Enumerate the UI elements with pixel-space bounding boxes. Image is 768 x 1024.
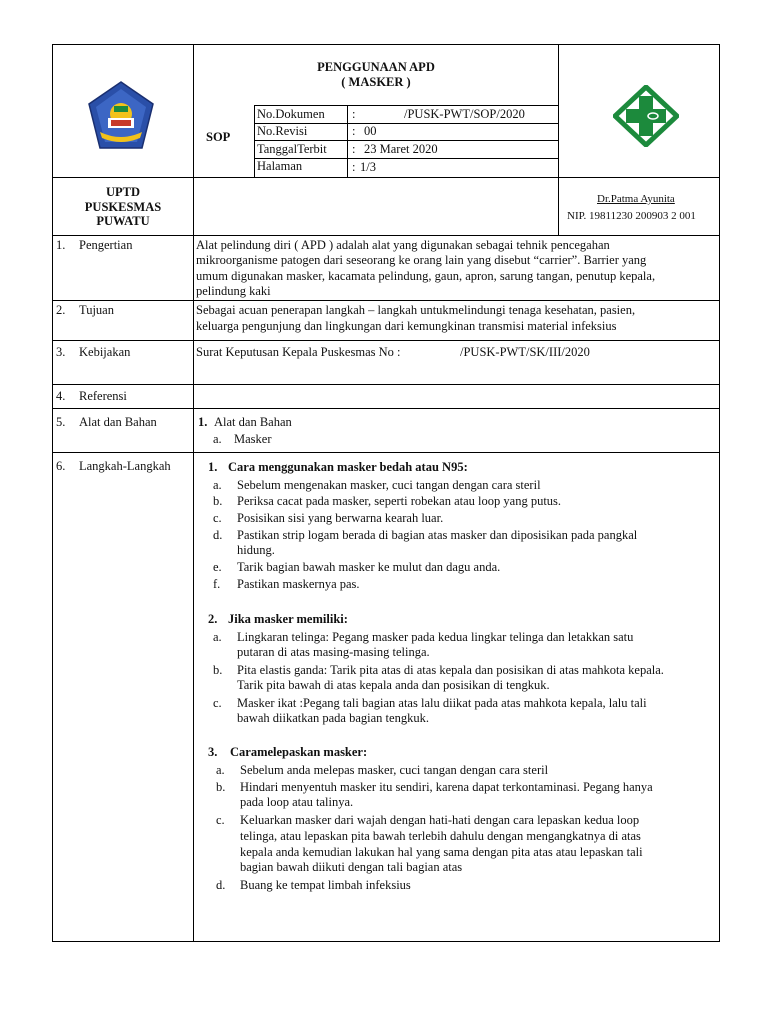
item-letter: e.	[213, 560, 222, 574]
item-text: Hindari menyentuh masker itu sendiri, karena dapat terkontaminasi. Pegang hanya	[240, 780, 653, 794]
meta-colon: :	[352, 160, 356, 174]
item-text: bawah diikatkan pada bagian tengkuk.	[237, 711, 429, 725]
alat-sub-text: Masker	[234, 432, 272, 446]
row-label-referensi: Referensi	[79, 389, 127, 403]
sop-label: SOP	[206, 130, 231, 144]
item-text: telinga, atau lepaskan pita bawah terlebih dahulu dengan mengangkatnya di atas	[240, 829, 641, 843]
kebijakan-ref: /PUSK-PWT/SK/III/2020	[460, 345, 590, 359]
item-text: Sebelum mengenakan masker, cuci tangan dengan cara steril	[237, 478, 541, 492]
meta-label-tanggal-terbit: TanggalTerbit	[257, 142, 327, 156]
row-label-langkah: Langkah-Langkah	[79, 459, 171, 473]
alat-item-label: Alat dan Bahan	[214, 415, 292, 429]
item-letter: b.	[216, 780, 226, 794]
org-name-line3: PUWATU	[96, 214, 150, 228]
org-name-line2: PUSKESMAS	[84, 200, 162, 214]
item-text: Masker ikat :Pegang tali bagian atas lalu diikat pada atas mahkota kepala, lalu tali	[237, 696, 647, 710]
item-text: Pastikan strip logam berada di bagian atas masker dan diposisikan pada pangkal	[237, 528, 638, 542]
item-letter: c.	[213, 696, 222, 710]
alat-sub-letter: a.	[213, 432, 222, 446]
item-letter: a.	[213, 478, 222, 492]
row-number: 4.	[56, 389, 66, 403]
puskesmas-logo-icon	[613, 85, 679, 147]
row-label-alat-bahan: Alat dan Bahan	[79, 415, 157, 429]
item-letter: a.	[213, 630, 222, 644]
item-letter: d.	[213, 528, 223, 542]
row-label-pengertian: Pengertian	[79, 238, 133, 252]
item-text: pada loop atau talinya.	[240, 795, 354, 809]
item-text: putaran di atas masing-masing telinga.	[237, 645, 430, 659]
item-letter: f.	[213, 577, 221, 591]
item-text: Tarik bagian bawah masker ke mulut dan dagu anda.	[237, 560, 501, 574]
org-name-line1: UPTD	[105, 185, 141, 199]
item-text: Tarik pita bawah di atas kepala anda dan posisikan di tengkuk.	[237, 678, 550, 692]
row-label-tujuan: Tujuan	[79, 303, 114, 317]
row-label-kebijakan: Kebijakan	[79, 345, 131, 359]
document-title-line2: ( MASKER )	[341, 75, 411, 89]
meta-colon: :	[352, 142, 356, 156]
item-letter: c.	[216, 813, 225, 827]
meta-value-halaman: 1/3	[360, 160, 376, 174]
meta-label-no-revisi: No.Revisi	[257, 124, 308, 138]
meta-value-no-revisi: 00	[364, 124, 377, 138]
meta-value-no-dokumen: /PUSK-PWT/SOP/2020	[404, 107, 525, 121]
item-text: bagian bawah diikuti dengan tali bagian atas	[240, 860, 463, 874]
item-letter: d.	[216, 878, 226, 892]
item-letter: c.	[213, 511, 222, 525]
meta-colon: :	[352, 107, 356, 121]
item-text: Sebelum anda melepas masker, cuci tangan dengan cara steril	[240, 763, 549, 777]
group-title: Caramelepaskan masker:	[230, 745, 368, 759]
item-text: Pastikan maskernya pas.	[237, 577, 360, 591]
row-number: 3.	[56, 345, 66, 359]
meta-value-tanggal-terbit: 23 Maret 2020	[364, 142, 438, 156]
item-letter: a.	[216, 763, 225, 777]
item-text: Keluarkan masker dari wajah dengan hati-hati dengan cara lepaskan kedua loop	[240, 813, 640, 827]
meta-label-no-dokumen: No.Dokumen	[257, 107, 325, 121]
item-letter: b.	[213, 663, 223, 677]
row-number: 6.	[56, 459, 66, 473]
item-text: Periksa cacat pada masker, seperti robekan atau loop yang putus.	[237, 494, 562, 508]
region-emblem-icon	[86, 80, 156, 152]
item-text: Posisikan sisi yang berwarna kearah luar.	[237, 511, 444, 525]
signer-name: Dr.Patma Ayunita	[597, 193, 675, 205]
item-letter: b.	[213, 494, 223, 508]
item-text: Lingkaran telinga: Pegang masker pada kedua lingkar telinga dan letakkan satu	[237, 630, 634, 644]
kebijakan-text: Surat Keputusan Kepala Puskesmas No :	[196, 345, 401, 359]
row-number: 2.	[56, 303, 66, 317]
item-text: Pita elastis ganda: Tarik pita atas di atas kepala dan posisikan di atas mahkota kepala.	[237, 663, 664, 677]
meta-label-halaman: Halaman	[257, 159, 303, 173]
group-title: Cara menggunakan masker bedah atau N95:	[228, 460, 468, 474]
row-number: 5.	[56, 415, 66, 429]
group-title: Jika masker memiliki:	[228, 612, 348, 626]
document-title-line1: PENGGUNAAN APD	[317, 60, 435, 74]
item-text: kepala anda kemudian lakukan hal yang sama dengan pita atas atau lepaskan tali	[240, 845, 643, 859]
alat-item-number: 1.	[198, 415, 208, 429]
signer-nip: NIP. 19811230 200903 2 001	[567, 210, 696, 222]
item-text: hidung.	[237, 543, 275, 557]
row-number: 1.	[56, 238, 66, 252]
meta-colon: :	[352, 124, 356, 138]
item-text: Buang ke tempat limbah infeksius	[240, 878, 411, 892]
